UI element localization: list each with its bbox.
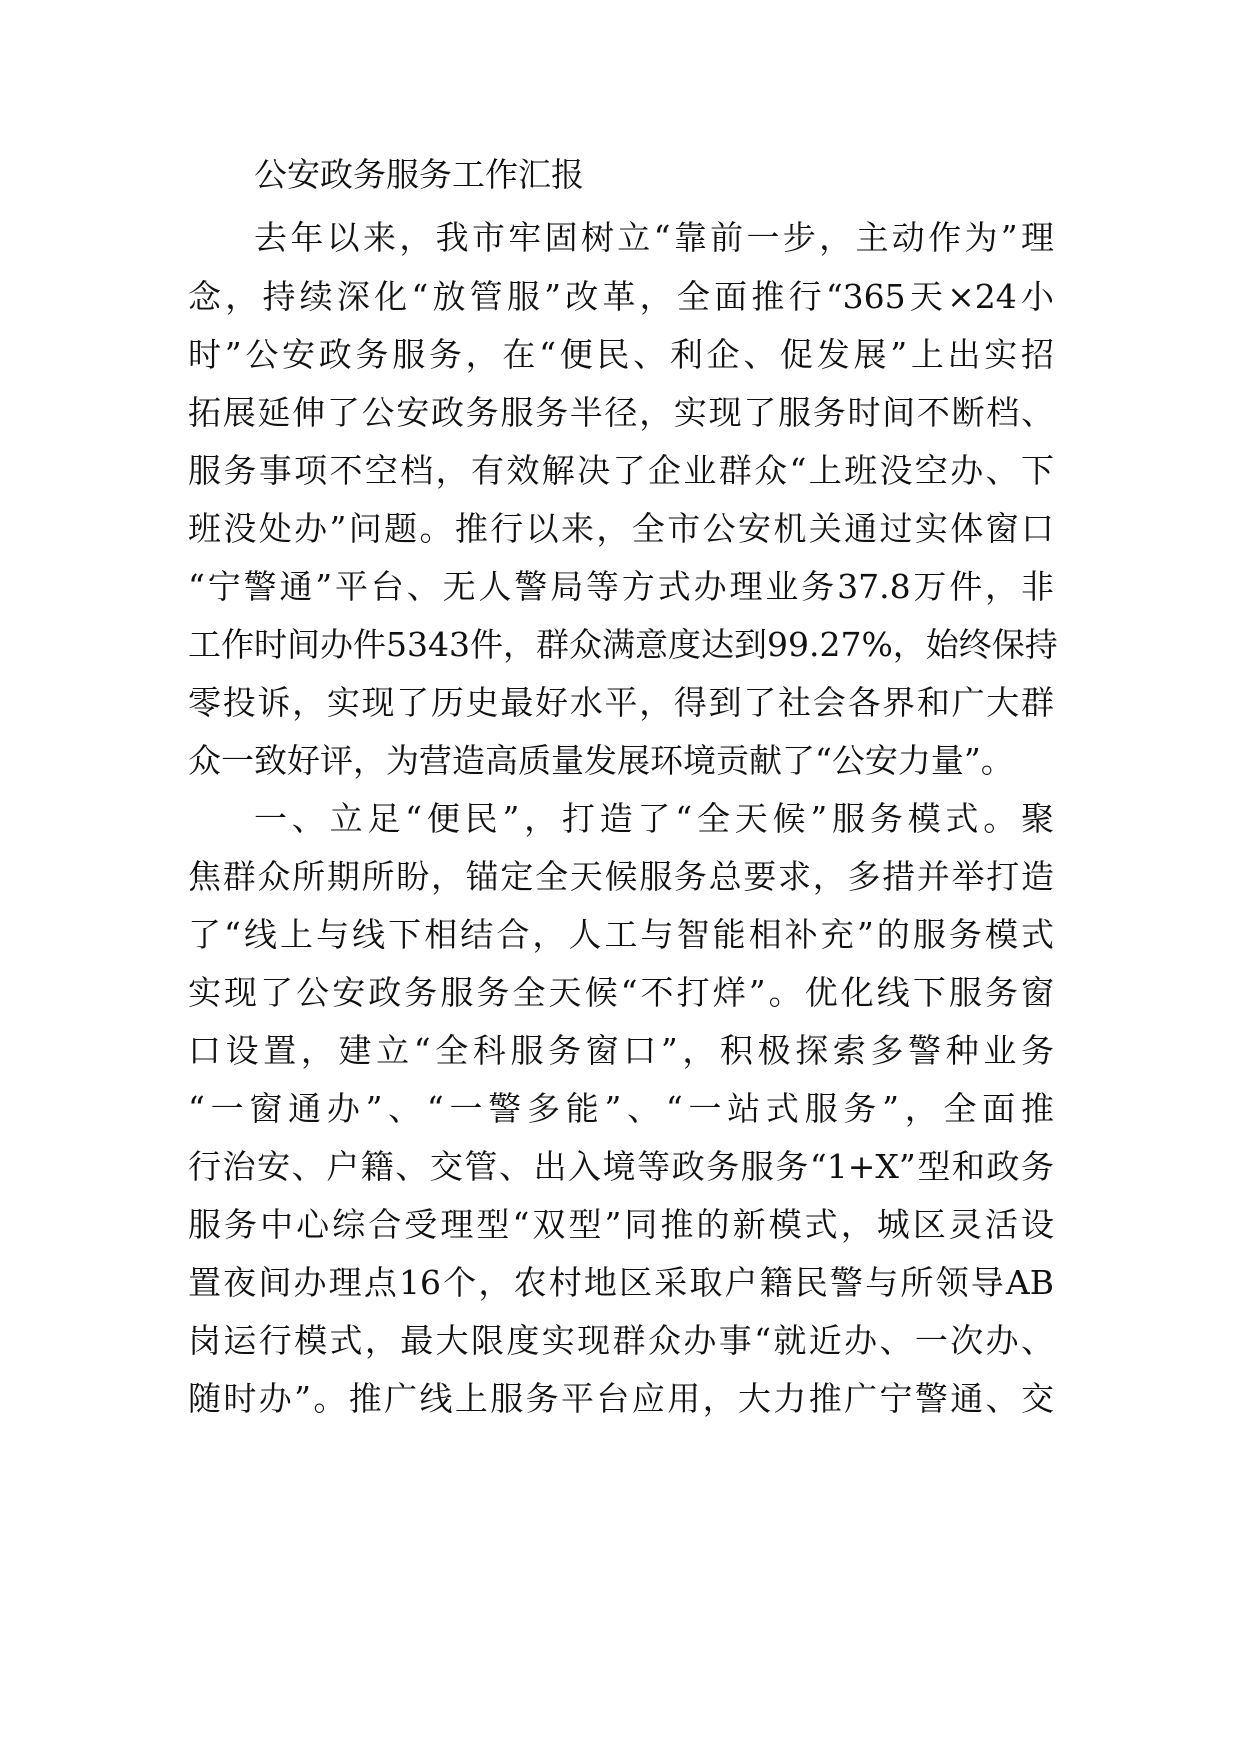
paragraph-1-line-8: 工作时间办件5343件，群众满意度达到99.27%，始终保持 [188,625,1058,664]
paragraph-1-line-4: 拓展延伸了公安政务服务半径，实现了服务时间不断档、 [188,393,1054,432]
paragraph-2-line-8: 服务中心综合受理型“双型”同推的新模式，城区灵活设 [188,1205,1054,1244]
paragraph-2-line-11: 随时办”。推广线上服务平台应用，大力推广宁警通、交 [188,1379,1054,1418]
paragraph-2-line-10: 岗运行模式，最大限度实现群众办事“就近办、一次办、 [188,1321,1054,1360]
paragraph-2-line-5: 口设置，建立“全科服务窗口”，积极探索多警种业务 [188,1031,1054,1070]
document-title: 公安政务服务工作汇报 [254,155,584,194]
paragraph-2-line-9: 置夜间办理点16个，农村地区采取户籍民警与所领导AB [188,1263,1054,1302]
paragraph-2-line-6: “一窗通办”、“一警多能”、“一站式服务”，全面推 [188,1089,1054,1128]
paragraph-1-line-5: 服务事项不空档，有效解决了企业群众“上班没空办、下 [188,451,1054,490]
paragraph-1-line-2: 念，持续深化“放管服”改革，全面推行“365天×24小 [188,277,1054,316]
paragraph-2-line-7: 行治安、户籍、交管、出入境等政务服务“1+X”型和政务 [188,1147,1054,1186]
paragraph-1-line-10: 众一致好评，为营造高质量发展环境贡献了“公安力量”。 [188,741,1014,780]
paragraph-1-line-9: 零投诉，实现了历史最好水平，得到了社会各界和广大群 [188,683,1054,722]
paragraph-1-line-1: 去年以来，我市牢固树立“靠前一步，主动作为”理 [254,218,1054,257]
paragraph-2-line-1: 一、立足“便民”，打造了“全天候”服务模式。聚 [254,799,1054,838]
paragraph-1-line-3: 时”公安政务服务，在“便民、利企、促发展”上出实招 [188,335,1054,374]
paragraph-2-line-4: 实现了公安政务服务全天候“不打烊”。优化线下服务窗 [188,973,1054,1012]
paragraph-1-line-7: “宁警通”平台、无人警局等方式办理业务37.8万件，非 [188,567,1054,606]
paragraph-2-line-3: 了“线上与线下相结合，人工与智能相补充”的服务模式 [188,915,1054,954]
paragraph-2-line-2: 焦群众所期所盼，锚定全天候服务总要求，多措并举打造 [188,857,1054,896]
paragraph-1-line-6: 班没处办”问题。推行以来，全市公安机关通过实体窗口 [188,509,1054,548]
